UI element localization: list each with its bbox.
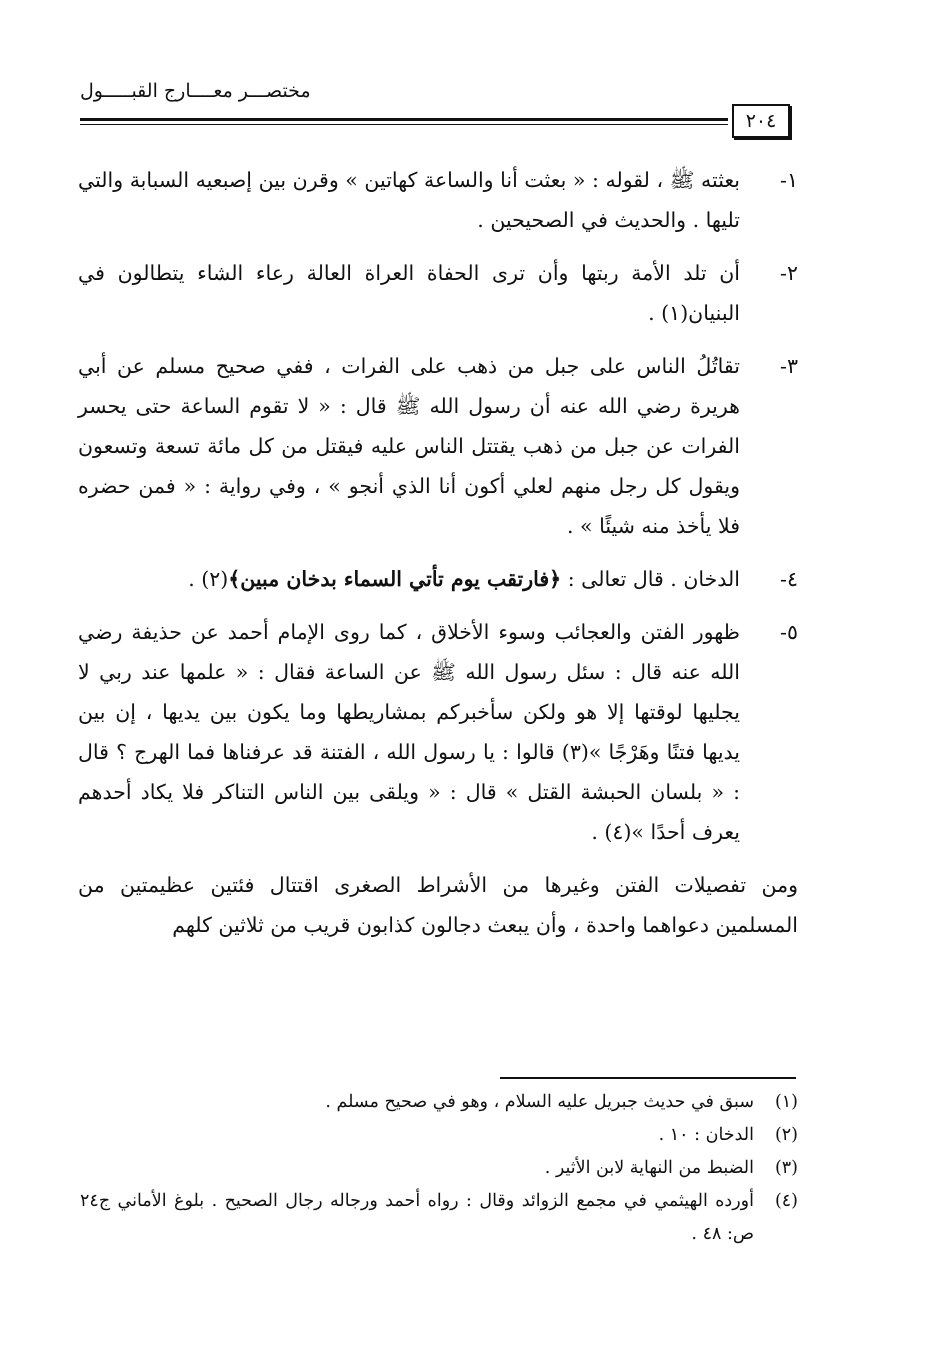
item-text: ظهور الفتن والعجائب وسوء الأخلاق ، كما روى الإمام أحمد عن حذيفة رضي الله عنه قال : سئل رسول الله ﷺ عن الساعة فقال : « علمها عند ربي لا يجليها لوقتها إلا هو ولكن سأخبركم بمشاريطها وما يكون بين يديها ، إن بين يديها فتنًا وهَرْجًا »(٣) قالوا : يا رسول الله ، الفتنة قد عرفناها فما الهرج ؟ قال : « بلسان الحبشة القتل » قال : « ويلقى بين الناس التناكر فلا يكاد أحدهم يعرف أحدًا »(٤) .	[78, 620, 740, 844]
footnote-number: (٢)	[774, 1125, 798, 1145]
header-rule	[80, 118, 728, 128]
item-number: ٢-	[780, 261, 798, 285]
item-number: ٤-	[780, 567, 798, 591]
item-number: ١-	[780, 168, 798, 192]
closing-paragraph: ومن تفصيلات الفتن وغيرها من الأشراط الصغرى اقتتال فئتين عظيمتين من المسلمين دعواهما واحدة ، وأن يبعث دجالون كذابون قريب من ثلاثين كلهم	[78, 873, 798, 937]
item-text: بعثته ﷺ ، لقوله : « بعثت أنا والساعة كهاتين » وقرن بين إصبعيه السبابة والتي تليها . والحديث في الصحيحين .	[78, 168, 740, 232]
main-text	[78, 160, 798, 945]
running-title: مختصـــر معــــارج القبـــــول	[80, 80, 311, 102]
footnote	[80, 1185, 798, 1251]
list-item	[78, 160, 798, 240]
footnotes	[80, 1086, 798, 1251]
header-rule-thick	[80, 118, 728, 121]
item-text	[78, 559, 740, 599]
item-text-after: (٢) .	[188, 567, 229, 591]
item-number: ٣-	[780, 354, 798, 378]
header-rule-thin	[80, 124, 728, 125]
footnote-text: سبق في حديث جبريل عليه السلام ، وهو في صحيح مسلم .	[325, 1092, 754, 1112]
footnote-separator	[500, 1077, 796, 1079]
footnote	[80, 1152, 798, 1185]
list-item	[78, 559, 798, 599]
footnote	[80, 1119, 798, 1152]
list-item	[78, 612, 798, 852]
item-text: أن تلد الأمة ربتها وأن ترى الحفاة العراة العالة رعاء الشاء يتطالون في البنيان(١) .	[78, 261, 740, 325]
list-item	[78, 253, 798, 333]
footnote-number: (٤)	[774, 1191, 798, 1211]
item-text: تقاتُلُ الناس على جبل من ذهب على الفرات ، ففي صحيح مسلم عن أبي هريرة رضي الله عنه أن رسول الله ﷺ قال : « لا تقوم الساعة حتى يحسر الفرات عن جبل من ذهب يقتتل الناس عليه فيقتل من كل مائة تسعة وتسعون ويقول كل رجل منهم لعلي أكون أنا الذي أنجو » ، وفي رواية : « فمن حضره فلا يأخذ منه شيئًا » .	[78, 354, 740, 538]
footnote-number: (٣)	[774, 1158, 798, 1178]
footnote	[80, 1086, 798, 1119]
list-item	[78, 346, 798, 546]
page-number: ٢٠٤	[732, 104, 790, 138]
item-text-before: الدخان . قال تعالى :	[561, 567, 740, 591]
footnote-text: الضبط من النهاية لابن الأثير .	[544, 1158, 754, 1178]
footnote-text: الدخان : ١٠ .	[658, 1125, 754, 1145]
footnote-text: أورده الهيثمي في مجمع الزوائد وقال : رواه أحمد ورجاله رجال الصحيح . بلوغ الأماني ج٢٤ ص: ٤٨ .	[80, 1191, 754, 1244]
quran-verse: ﴿فارتقب يوم تأتي السماء بدخان مبين﴾	[228, 567, 562, 591]
item-number: ٥-	[780, 620, 798, 644]
footnote-number: (١)	[774, 1092, 798, 1112]
